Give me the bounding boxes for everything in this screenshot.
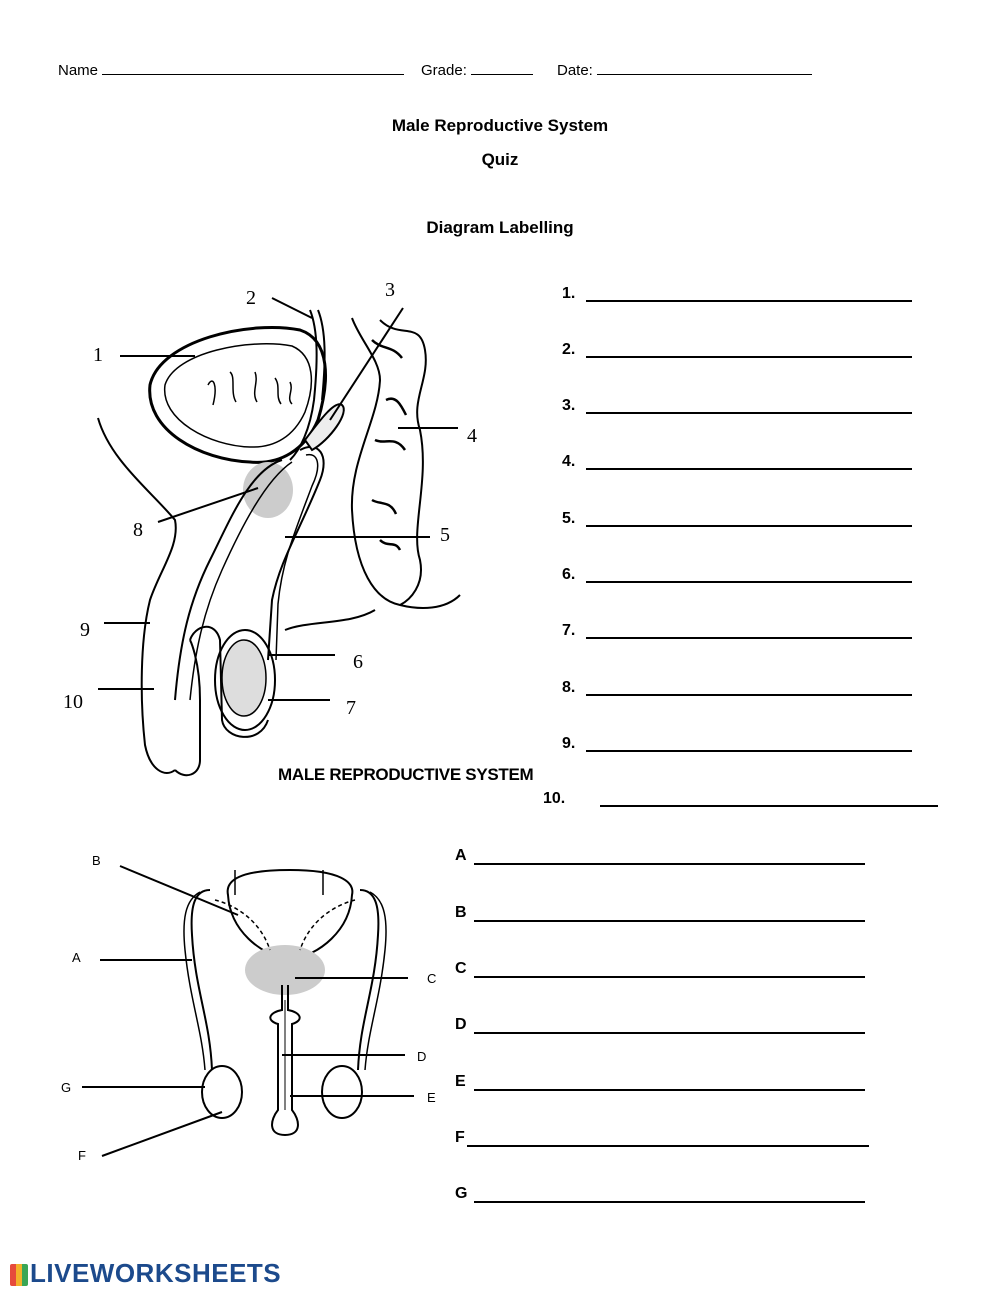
answer-line-4[interactable]	[586, 468, 912, 470]
answer-line-1[interactable]	[586, 300, 912, 302]
diagram2-label-A: A	[72, 950, 81, 965]
answer-line-10[interactable]	[600, 805, 938, 807]
name-label: Name	[58, 62, 99, 79]
answer-label-7: 7.	[562, 622, 576, 639]
diagram-label-5: 5	[440, 524, 450, 546]
leader-2	[272, 298, 312, 318]
diagram-label-10: 10	[63, 691, 83, 713]
answer-line-7[interactable]	[586, 637, 912, 639]
diagram-label-2: 2	[246, 287, 256, 309]
logo-text: LIVEWORKSHEETS	[30, 1258, 282, 1288]
answer-line-G[interactable]	[474, 1201, 865, 1203]
answer-line-9[interactable]	[586, 750, 912, 752]
logo-icon	[10, 1264, 28, 1286]
answer-line-3[interactable]	[586, 412, 912, 414]
page-subtitle: Quiz	[481, 150, 519, 169]
answer-line-F[interactable]	[467, 1145, 869, 1147]
answer-label-10: 10.	[543, 790, 566, 807]
date-label: Date:	[557, 62, 593, 79]
answer-line-E[interactable]	[474, 1089, 865, 1091]
diagram-label-4: 4	[467, 425, 477, 447]
leader-B	[120, 866, 238, 915]
answer-label-4: 4.	[562, 453, 576, 470]
answer-label-A: A	[455, 847, 467, 864]
diagram-label-1: 1	[93, 344, 103, 366]
answer-label-8: 8.	[562, 679, 576, 696]
answer-line-B[interactable]	[474, 920, 865, 922]
page-title: Male Reproductive System	[391, 116, 609, 135]
answer-label-3: 3.	[562, 397, 576, 414]
diagram-label-8: 8	[133, 519, 143, 541]
answer-line-A[interactable]	[474, 863, 865, 865]
diagram2-label-G: G	[61, 1080, 72, 1095]
answer-line-C[interactable]	[474, 976, 865, 978]
answer-label-C: C	[455, 960, 467, 977]
diagram2-label-C: C	[427, 971, 437, 986]
liveworksheets-logo[interactable]	[10, 1258, 281, 1289]
diagram2-label-F: F	[78, 1148, 86, 1163]
section-title: Diagram Labelling	[426, 218, 574, 237]
diagram-label-9: 9	[80, 619, 90, 641]
diagram-label-6: 6	[353, 651, 363, 673]
body-outline	[98, 418, 176, 773]
diagram-label-7: 7	[346, 697, 356, 719]
answer-label-D: D	[455, 1016, 467, 1033]
answer-label-G: G	[455, 1185, 468, 1202]
leader-8	[158, 488, 258, 522]
answer-label-9: 9.	[562, 735, 576, 752]
diagram2-label-D: D	[417, 1049, 427, 1064]
grade-label: Grade:	[421, 62, 467, 79]
answer-line-D[interactable]	[474, 1032, 865, 1034]
answer-label-6: 6.	[562, 566, 576, 583]
answer-line-8[interactable]	[586, 694, 912, 696]
leader-3	[330, 308, 403, 420]
answer-label-E: E	[455, 1073, 466, 1090]
leader-F	[102, 1112, 222, 1156]
answer-label-5: 5.	[562, 510, 576, 527]
diagram-caption: MALE REPRODUCTIVE SYSTEM	[278, 765, 534, 784]
diagram2-label-B: B	[92, 853, 101, 868]
answer-label-1: 1.	[562, 285, 576, 302]
answer-label-B: B	[455, 904, 467, 921]
frontal-diagram	[82, 866, 414, 1156]
answer-line-6[interactable]	[586, 581, 912, 583]
answer-label-2: 2.	[562, 341, 576, 358]
answer-label-F: F	[455, 1129, 465, 1146]
diagram-label-3: 3	[385, 279, 395, 301]
diagram2-label-E: E	[427, 1090, 436, 1105]
answer-line-5[interactable]	[586, 525, 912, 527]
answer-line-2[interactable]	[586, 356, 912, 358]
